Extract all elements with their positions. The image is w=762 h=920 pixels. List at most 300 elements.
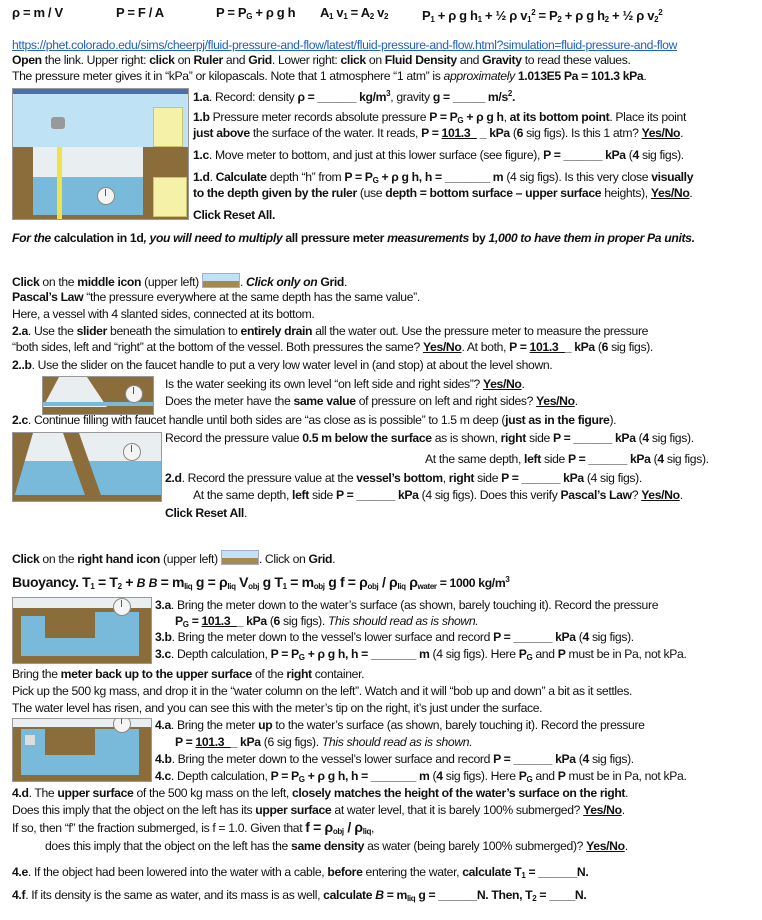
question-4d-line3 xyxy=(12,820,374,839)
text-segment: to the water’s surface (as shown, barely touching it). Record the pressure xyxy=(272,718,645,732)
text-segment: Yes/No xyxy=(586,839,625,853)
text-segment: entirely drain xyxy=(240,324,313,338)
text-segment: “both sides, left and “right” at the bottom of the vessel. Both pressures the same? xyxy=(12,340,423,354)
text-segment: beneath the simulation to xyxy=(107,324,241,338)
text-segment: sig figs). xyxy=(608,340,653,354)
text-segment: (4 sig figs). Here xyxy=(429,647,519,661)
text-segment: Yes/No xyxy=(482,377,522,391)
text-segment: , xyxy=(371,821,375,835)
question-2b-same-value xyxy=(165,394,578,409)
text-segment: sig figs). xyxy=(588,752,634,766)
text-segment: and xyxy=(222,53,249,67)
text-segment: liq xyxy=(227,582,236,591)
text-segment: Click Reset All. xyxy=(193,208,276,222)
text-segment: sig figs). xyxy=(588,630,634,644)
text-segment: 4 xyxy=(436,769,443,783)
text-segment: P = xyxy=(175,735,196,749)
text-segment: f = ρ xyxy=(305,819,333,835)
text-segment: 101.3_ xyxy=(441,126,477,140)
text-segment: G xyxy=(457,116,464,125)
text-segment: depth = bottom surface – upper surface xyxy=(385,186,602,200)
text-segment: obj xyxy=(313,582,325,591)
text-segment: 2 xyxy=(604,15,609,24)
text-segment: P = P xyxy=(216,5,247,20)
text-segment: , xyxy=(503,110,510,124)
text-segment: as is shown, xyxy=(431,431,501,445)
text-segment: 4.b xyxy=(155,752,172,766)
formula-bernoulli xyxy=(422,5,662,27)
vessel-description xyxy=(12,307,314,322)
text-segment: the surface of the water. It reads, xyxy=(249,126,422,140)
text-segment: . Record: density xyxy=(208,90,298,104)
text-segment: on the xyxy=(39,552,78,566)
text-segment: = P xyxy=(535,8,558,23)
text-segment: calculate T xyxy=(462,865,522,879)
text-segment: If so, then “f” the fraction submerged, is f = 1.0. Given that xyxy=(12,821,306,835)
text-segment: P = P xyxy=(344,170,373,184)
text-segment: g = ρ xyxy=(192,574,228,590)
text-segment: 4 xyxy=(582,630,589,644)
question-4e xyxy=(12,865,588,883)
text-segment: on xyxy=(365,53,385,67)
text-segment: ρ = ______ kg/m xyxy=(297,90,387,104)
text-segment: P = xyxy=(421,126,442,140)
text-segment: . Place its point xyxy=(609,110,687,124)
instructions-open xyxy=(12,53,631,68)
text-segment: . At both, xyxy=(461,340,510,354)
text-segment: left xyxy=(292,488,309,502)
simulation-screenshot-pressure xyxy=(12,88,189,220)
text-segment: G xyxy=(298,653,305,662)
text-segment: approximately xyxy=(443,69,515,83)
text-segment: . Use the xyxy=(27,324,77,338)
text-segment: obj xyxy=(248,582,260,591)
question-1d-line2 xyxy=(193,186,692,201)
text-segment: by xyxy=(468,231,489,245)
text-segment: For the xyxy=(12,231,51,245)
text-segment: 2 xyxy=(532,894,537,903)
text-segment: 1.c xyxy=(193,148,209,162)
text-segment: V xyxy=(235,574,249,590)
text-segment: all pressure meter xyxy=(282,231,388,245)
text-segment: . xyxy=(332,552,336,566)
text-segment: water xyxy=(417,582,437,591)
text-segment: of the 500 kg mass on the left, xyxy=(133,786,292,800)
text-segment: Bring the xyxy=(12,667,61,681)
text-segment: up xyxy=(258,718,273,732)
text-segment: P = ______ kPa xyxy=(543,148,626,162)
text-segment: g = _____ m/s xyxy=(432,90,508,104)
text-segment: right xyxy=(448,471,475,485)
text-segment: Grid xyxy=(317,275,345,289)
text-segment: (4 sig figs). Is this very close xyxy=(503,170,652,184)
text-segment: Yes/No xyxy=(583,803,622,817)
text-segment: 2 xyxy=(531,8,536,17)
text-segment: G xyxy=(372,176,379,185)
text-segment: Click Reset All xyxy=(165,506,244,520)
text-segment: 4 xyxy=(642,431,649,445)
text-segment: Click only on xyxy=(246,275,318,289)
text-segment: Pick up the 500 kg mass, and drop it in the “water column on the left”. Watch and it will “bob up and down” a bit as it settles. xyxy=(12,684,632,698)
text-segment: on xyxy=(174,53,194,67)
text-segment: . xyxy=(679,488,683,502)
text-segment: Buoyancy. T xyxy=(12,574,91,590)
text-segment: 2.d xyxy=(165,471,182,485)
right-sim-icon xyxy=(221,550,259,565)
text-segment: 1,000 to have them in proper Pa units. xyxy=(488,231,695,245)
question-2c xyxy=(12,413,616,428)
text-segment: on the xyxy=(39,275,78,289)
simulation-screenshot-low-water xyxy=(42,376,154,415)
text-segment: G xyxy=(298,775,305,784)
text-segment: ( xyxy=(429,769,437,783)
text-segment: A xyxy=(320,5,330,20)
text-segment: . xyxy=(624,839,628,853)
text-segment: Fluid Density xyxy=(384,53,457,67)
question-2c-right xyxy=(165,431,694,446)
question-2b-level xyxy=(165,377,525,392)
text-segment: “the pressure everywhere at the same depth has the same value”. xyxy=(83,290,420,304)
text-segment: does this imply that the object on the left has the xyxy=(45,839,292,853)
text-segment: left xyxy=(524,452,541,466)
text-segment: right xyxy=(500,431,526,445)
text-segment: 2 xyxy=(507,89,512,98)
text-segment: sig figs). Here xyxy=(442,769,519,783)
question-4b xyxy=(155,752,634,767)
text-segment: 1 xyxy=(90,582,95,591)
text-segment: 2 xyxy=(117,582,122,591)
text-segment: . Use the slider on the faucet handle to put a very low water level in (and stop) at about the level shown. xyxy=(31,358,553,372)
text-segment: Yes/No xyxy=(536,394,575,408)
text-segment: Yes/No xyxy=(422,340,462,354)
text-segment: depth “h” from xyxy=(266,170,345,184)
text-segment: 1 xyxy=(343,12,348,21)
text-segment: all the water out. Use the pressure meter to measure the pressure xyxy=(312,324,649,338)
text-segment: Gravity xyxy=(482,53,522,67)
text-segment: = 1000 kg/m xyxy=(436,576,506,590)
text-segment: 101.3_ xyxy=(529,340,565,354)
text-segment: . Continue filling with faucet handle until both sides are “as close as is possible” to 1.5 m deep ( xyxy=(27,413,506,427)
text-segment: g f = ρ xyxy=(324,574,368,590)
text-segment: . xyxy=(344,275,348,289)
buoyancy-formulas xyxy=(12,572,509,594)
text-segment: P xyxy=(518,769,527,783)
text-segment: 3.a xyxy=(155,598,171,612)
text-segment: Pascal’s Law xyxy=(12,290,84,304)
text-segment: must be in Pa, not kPa. xyxy=(565,647,687,661)
text-segment: = A xyxy=(347,5,370,20)
water-level-risen xyxy=(12,701,542,716)
text-segment: + ρ g h xyxy=(463,110,504,124)
text-segment: Yes/No xyxy=(641,488,680,502)
text-segment: = xyxy=(188,614,202,628)
text-segment: ρ = m / V xyxy=(12,5,63,20)
text-segment: + ρ g h xyxy=(252,5,296,20)
text-segment: . Move meter to bottom, and just at this lower surface (see figure), xyxy=(208,148,544,162)
pick-up-mass xyxy=(12,684,632,699)
text-segment: . If the object had been lowered into the water with a cable, xyxy=(27,865,328,879)
text-segment: side xyxy=(474,471,502,485)
text-segment: G xyxy=(182,620,189,629)
text-segment: . Bring the meter down to the water’s surface (as shown, barely touching it). Record the pressure xyxy=(170,598,659,612)
text-segment: Ruler xyxy=(193,53,223,67)
text-segment: . If its density is the same as water, and its mass is as well, xyxy=(25,888,324,902)
question-1a xyxy=(193,86,515,105)
instructions-meter xyxy=(12,69,646,84)
question-4c xyxy=(155,769,687,787)
text-segment: . Bring the meter xyxy=(170,718,259,732)
text-segment: + ρ g h xyxy=(561,8,605,23)
text-segment: + ½ ρ v xyxy=(608,8,655,23)
text-segment: side xyxy=(540,452,568,466)
text-segment: Pascal’s Law xyxy=(560,488,632,502)
text-segment: 1 xyxy=(430,15,435,24)
text-segment: g = ______N. Then, T xyxy=(415,888,533,902)
formula-continuity xyxy=(320,5,388,24)
text-segment: 4.c xyxy=(155,769,171,783)
text-segment: Record the pressure value xyxy=(165,431,303,445)
text-segment: 2 xyxy=(654,15,659,24)
text-segment: container. xyxy=(311,667,365,681)
question-4d-line1 xyxy=(12,786,628,801)
text-segment: just as in the figure xyxy=(505,413,610,427)
text-segment: as water (being barely 100% submerged)? xyxy=(364,839,587,853)
text-segment: sig figs). Is this 1 atm? xyxy=(523,126,642,140)
text-segment: + ρ g h xyxy=(434,8,478,23)
simulation-screenshot-buoyancy xyxy=(12,597,152,664)
text-segment: = ______N. xyxy=(525,865,589,879)
text-segment: , xyxy=(442,471,449,485)
text-segment: click xyxy=(340,53,366,67)
text-segment: 1 xyxy=(527,15,532,24)
formula-pressure xyxy=(116,5,164,20)
sim-link[interactable] xyxy=(12,38,677,53)
text-segment: (4 sig figs). xyxy=(583,471,642,485)
question-4a-line2 xyxy=(175,735,472,750)
text-segment: _ kPa xyxy=(236,614,267,628)
text-segment: . Depth calculation, xyxy=(170,769,271,783)
text-segment: . xyxy=(574,394,578,408)
text-segment: side xyxy=(525,431,553,445)
simulation-screenshot-buoyancy-mass xyxy=(12,718,152,782)
text-segment: Calculate xyxy=(215,170,267,184)
text-segment: . The xyxy=(28,786,58,800)
text-segment: . xyxy=(209,170,216,184)
text-segment: entering the water, xyxy=(362,865,463,879)
text-segment: P xyxy=(175,614,183,628)
text-segment: ( xyxy=(625,148,633,162)
text-segment: 4.a xyxy=(155,718,171,732)
text-segment: . xyxy=(680,126,684,140)
text-segment: g T xyxy=(259,574,283,590)
text-segment: slider xyxy=(76,324,107,338)
question-2a-line2 xyxy=(12,340,653,355)
text-segment: _ kPa xyxy=(564,340,595,354)
text-segment: = m xyxy=(286,574,314,590)
text-segment: to read these values. xyxy=(521,53,631,67)
text-segment: . Bring the meter down to the vessel’s lower surface and record xyxy=(171,630,494,644)
text-segment: 3 xyxy=(386,89,391,98)
text-segment: 2.c xyxy=(12,413,28,427)
text-segment: Is the water seeking its own level “on left side and right sides”? xyxy=(165,377,483,391)
pascal-law xyxy=(12,290,420,305)
text-segment: + xyxy=(121,574,137,590)
text-segment: at water level, that it is barely 100% submerged? xyxy=(331,803,584,817)
text-segment: ρ xyxy=(405,574,418,590)
text-segment: and xyxy=(532,769,558,783)
text-segment: ( xyxy=(594,340,602,354)
text-segment: right xyxy=(286,667,312,681)
text-segment: + ρ g h, h = _______ m xyxy=(378,170,504,184)
text-segment: Click xyxy=(12,275,40,289)
text-segment: vessel’s bottom xyxy=(356,471,443,485)
text-segment: liq xyxy=(362,827,372,836)
text-segment: At the same depth, xyxy=(425,452,525,466)
text-segment: Pressure meter records absolute pressure xyxy=(209,110,430,124)
text-segment: B xyxy=(148,576,158,590)
question-3c xyxy=(155,647,686,665)
question-4d-line2 xyxy=(12,803,625,818)
text-segment: calculate xyxy=(323,888,376,902)
text-segment: . xyxy=(621,803,625,817)
text-segment: P xyxy=(557,769,566,783)
text-segment: / ρ xyxy=(378,574,398,590)
text-segment: 6 xyxy=(516,126,524,140)
text-segment: G xyxy=(526,653,533,662)
text-segment: P = ______ kPa xyxy=(567,452,651,466)
reset-instruction-2 xyxy=(165,506,247,521)
text-segment: same value xyxy=(293,394,356,408)
text-segment: meter back up to the upper surface xyxy=(60,667,252,681)
text-segment: 3.b xyxy=(155,630,172,644)
text-segment: liq xyxy=(397,582,406,591)
text-segment: . xyxy=(625,786,629,800)
text-segment: ). xyxy=(609,413,617,427)
text-segment: 2..b xyxy=(12,358,32,372)
text-segment: B xyxy=(136,576,146,590)
text-segment: upper surface xyxy=(57,786,134,800)
text-segment: P = ______ kPa xyxy=(493,752,576,766)
text-segment: P = ______ kPa xyxy=(552,431,636,445)
text-segment: before xyxy=(327,865,363,879)
text-segment: ( xyxy=(575,752,583,766)
text-segment: (6 sig figs). xyxy=(260,735,322,749)
text-segment: P = ______ kPa xyxy=(335,488,419,502)
text-segment: G xyxy=(246,12,253,21)
text-segment: (upper left) xyxy=(141,275,202,289)
text-segment: heights), xyxy=(601,186,651,200)
text-segment: , gravity xyxy=(390,90,433,104)
middle-sim-icon xyxy=(202,273,240,288)
text-segment: . xyxy=(239,275,247,289)
text-segment: 4.f xyxy=(12,888,26,902)
text-segment: click xyxy=(149,53,175,67)
text-segment: closely matches the height of the water’s surface on the right xyxy=(291,786,626,800)
text-segment: . xyxy=(521,377,525,391)
text-segment: ( xyxy=(650,452,658,466)
question-1b-line2 xyxy=(193,126,683,141)
text-segment: . xyxy=(511,90,516,104)
text-segment: upper surface xyxy=(255,803,332,817)
text-segment: of pressure on left and right sides? xyxy=(355,394,537,408)
text-segment: Yes/No xyxy=(650,186,690,200)
text-segment: Grid xyxy=(248,53,272,67)
text-segment: 1 xyxy=(329,12,334,21)
question-2a-line1 xyxy=(12,324,648,339)
text-segment: / ρ xyxy=(343,819,363,835)
text-segment: = T xyxy=(94,574,118,590)
text-segment: to the depth given by the ruler xyxy=(193,186,357,200)
text-segment: middle icon xyxy=(77,275,142,289)
text-segment: P = P xyxy=(270,647,299,661)
text-segment: . Depth calculation, xyxy=(170,647,271,661)
text-segment: ? xyxy=(631,488,642,502)
text-segment: Click xyxy=(12,552,40,566)
text-segment: 4.e xyxy=(12,865,28,879)
text-segment: . xyxy=(643,69,647,83)
reset-instruction-1 xyxy=(193,208,275,223)
right-icon-instruction xyxy=(12,550,335,567)
text-segment: P = xyxy=(509,340,530,354)
text-segment: _ kPa xyxy=(230,735,261,749)
text-segment: 6 xyxy=(601,340,609,354)
text-segment: measurements xyxy=(387,231,469,245)
formula-density xyxy=(12,5,63,20)
text-segment: P = P xyxy=(429,110,458,124)
text-segment: 2 xyxy=(384,12,389,21)
text-segment: P xyxy=(518,647,527,661)
question-4f xyxy=(12,888,586,906)
link-text[interactable]: https://phet.colorado.edu/sims/cheerpj/fluid-pressure-and-flow/latest/fluid-pressure-and-flow.html?simulation=fluid-pressure-and-flow xyxy=(12,38,678,52)
text-segment: liq xyxy=(407,894,416,903)
text-segment: of the xyxy=(251,667,287,681)
text-segment: 4 xyxy=(582,752,589,766)
text-segment: obj xyxy=(332,827,344,836)
text-segment: 6 xyxy=(273,614,280,628)
text-segment: P = ______ kPa xyxy=(501,471,584,485)
text-segment: and xyxy=(456,53,483,67)
text-segment: B xyxy=(375,888,384,902)
text-segment: v xyxy=(333,5,344,20)
text-segment: 2 xyxy=(557,15,562,24)
text-segment: the link. Upper right: xyxy=(41,53,150,67)
question-3a-line1 xyxy=(155,598,658,613)
text-segment: sig figs). xyxy=(648,431,694,445)
formula-hydrostatic xyxy=(216,5,295,24)
bring-meter-up xyxy=(12,667,364,682)
text-segment: = ____N. xyxy=(536,888,587,902)
question-4d-line4 xyxy=(45,839,628,854)
text-segment: calculation in 1d xyxy=(50,231,144,245)
text-segment: 0.5 m below the surface xyxy=(302,431,432,445)
text-segment: G xyxy=(526,775,533,784)
text-segment: Open xyxy=(12,53,42,67)
text-segment: 2.a xyxy=(12,324,28,338)
text-segment: liq xyxy=(184,582,193,591)
text-segment: sig figs). xyxy=(638,148,684,162)
text-segment: 2 xyxy=(369,12,374,21)
text-segment: sig figs). xyxy=(663,452,709,466)
text-segment: . Click on xyxy=(258,552,309,566)
text-segment: ( xyxy=(575,630,583,644)
text-segment: , you will need to multiply xyxy=(143,231,283,245)
text-segment: at its bottom point xyxy=(509,110,610,124)
simulation-screenshot-full-vessel xyxy=(12,432,162,502)
text-segment: Grid xyxy=(308,552,333,566)
text-segment: 1.b xyxy=(193,110,210,124)
text-segment: same density xyxy=(291,839,365,853)
text-segment: 101.3_ xyxy=(195,735,231,749)
